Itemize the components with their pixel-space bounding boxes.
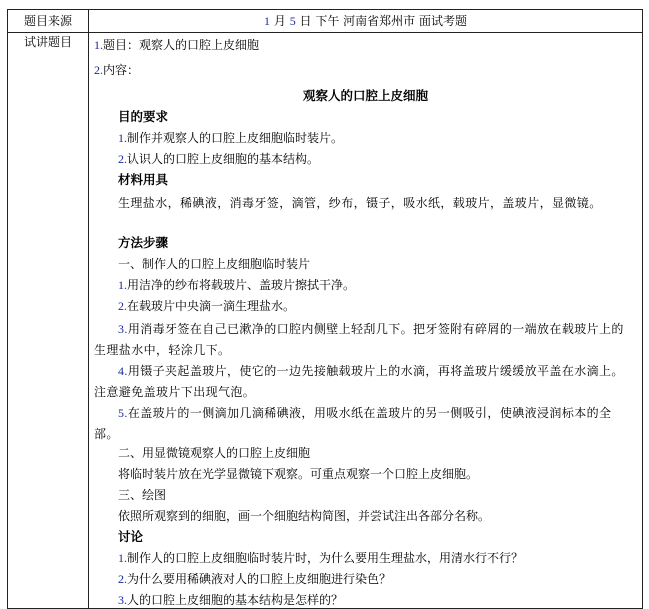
goal-1-text: 制作并观察人的口腔上皮细胞临时装片。 xyxy=(127,131,344,145)
question-3-number: 3. xyxy=(118,593,127,607)
date-number: 1 xyxy=(264,14,271,28)
question-2-text: 为什么要用稀碘液对人的口腔上皮细胞进行染色？ xyxy=(127,572,392,586)
exam-table xyxy=(7,9,643,609)
content-heading xyxy=(94,62,139,78)
source-label-cell xyxy=(8,10,89,33)
row-label-cell xyxy=(8,33,89,609)
doc-title: 观察人的口腔上皮细胞 xyxy=(302,88,428,103)
content-number: 2. xyxy=(94,63,103,77)
part-1-heading: 一、制作人的口腔上皮细胞临时装片 xyxy=(118,257,311,271)
month-text: 月 xyxy=(273,14,286,28)
materials-title: 材料用具 xyxy=(118,172,169,187)
source-rest-text: 日 下午 河南省郑州市 面试考题 xyxy=(299,14,467,28)
step-5-number: 5. xyxy=(118,406,128,420)
content-cell xyxy=(89,33,643,609)
goals-title: 目的要求 xyxy=(118,109,169,124)
step-1-number: 1. xyxy=(118,278,127,292)
question-1 xyxy=(118,550,523,566)
goal-2-number: 2. xyxy=(118,152,127,166)
step-2-text: 在载玻片中央滴一滴生理盐水。 xyxy=(127,299,296,313)
part-2-heading: 二、用显微镜观察人的口腔上皮细胞 xyxy=(118,446,311,460)
step-2 xyxy=(118,298,295,314)
question-2 xyxy=(118,571,391,587)
day-number: 5 xyxy=(289,14,296,28)
step-4 xyxy=(94,361,636,403)
content-area xyxy=(89,33,642,608)
goal-1-number: 1. xyxy=(118,131,127,145)
goal-1 xyxy=(118,130,343,146)
topic-number: 1. xyxy=(94,38,103,52)
part-3-text: 依照所观察到的细胞，画一个细胞结构简图，并尝试注出各部分名称。 xyxy=(118,509,491,523)
source-value-cell xyxy=(89,10,643,33)
question-2-number: 2. xyxy=(118,572,127,586)
topic-text: 题目：观察人的口腔上皮细胞 xyxy=(103,38,260,52)
discuss-title: 讨论 xyxy=(118,529,144,544)
step-3-text: 用消毒牙签在自己已漱净的口腔内侧壁上轻刮几下。把牙签附有碎屑的一端放在载玻片上的生理盐水中，轻涂几下。 xyxy=(94,322,624,357)
step-4-number: 4. xyxy=(118,364,128,378)
method-title: 方法步骤 xyxy=(118,235,169,250)
part-3-heading: 三、绘图 xyxy=(118,488,167,502)
materials-text: 生理盐水，稀碘液，消毒牙签，滴管，纱布，镊子，吸水纸，载玻片，盖玻片，显微镜。 xyxy=(118,196,602,210)
topic-line xyxy=(94,37,259,53)
part-2-text: 将临时装片放在光学显微镜下观察。可重点观察一个口腔上皮细胞。 xyxy=(118,467,479,481)
step-3 xyxy=(94,319,636,361)
content-heading-text: 内容： xyxy=(103,63,140,77)
row-label: 试讲题目 xyxy=(23,35,72,49)
step-2-number: 2. xyxy=(118,299,127,313)
question-1-number: 1. xyxy=(118,551,127,565)
step-5 xyxy=(94,403,636,445)
goal-2 xyxy=(118,151,319,167)
step-1-text: 用洁净的纱布将载玻片、盖玻片擦拭干净。 xyxy=(127,278,356,292)
exam-source-title xyxy=(89,10,642,32)
question-1-text: 制作人的口腔上皮细胞临时装片时，为什么要用生理盐水，用清水行不行？ xyxy=(127,551,524,565)
step-5-text: 在盖玻片的一侧滴加几滴稀碘液，用吸水纸在盖玻片的另一侧吸引，使碘液浸润标本的全部。 xyxy=(94,406,612,441)
step-1 xyxy=(118,277,355,293)
question-3-text: 人的口腔上皮细胞的基本结构是怎样的？ xyxy=(127,593,344,607)
step-4-text: 用镊子夹起盖玻片，使它的一边先接触载玻片上的水滴，再将盖玻片缓缓放平盖在水滴上。注意避免盖玻片下出现气泡。 xyxy=(94,364,624,399)
body-row xyxy=(8,33,643,609)
header-row xyxy=(8,10,643,33)
step-3-number: 3. xyxy=(118,322,128,336)
goal-2-text: 认识人的口腔上皮细胞的基本结构。 xyxy=(127,152,320,166)
source-label: 题目来源 xyxy=(23,14,72,28)
